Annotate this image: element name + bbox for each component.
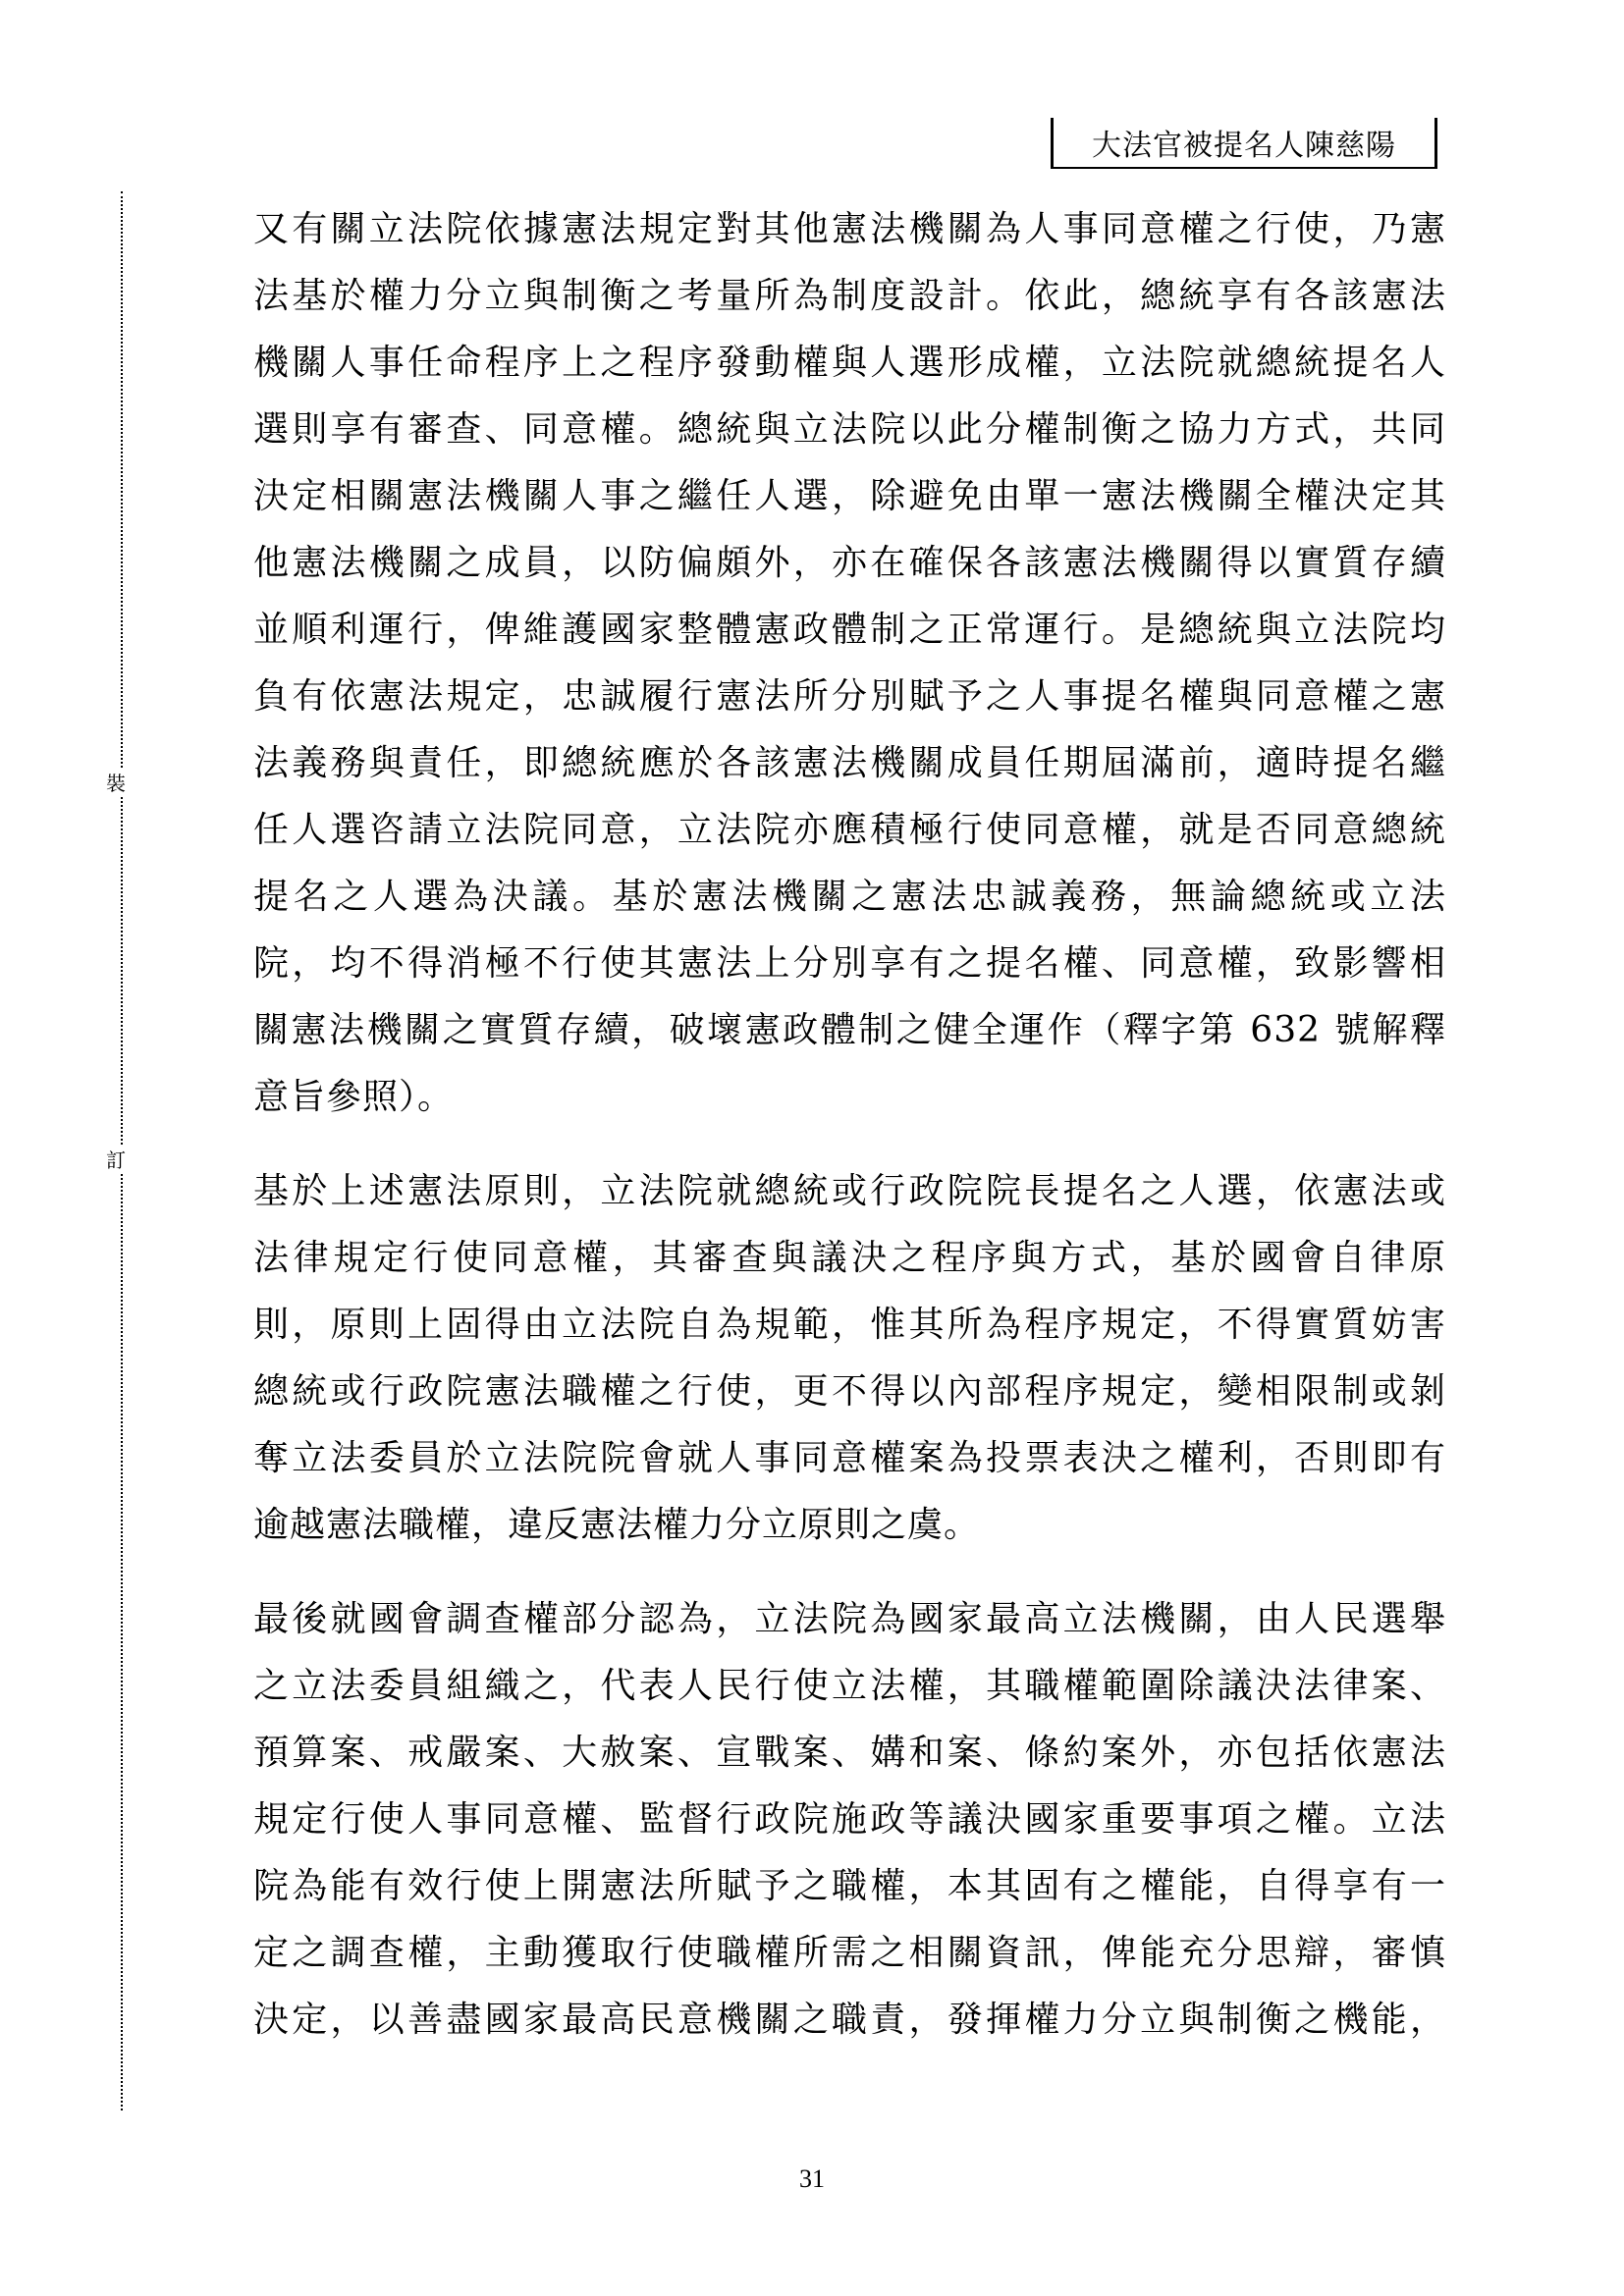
paragraph (253, 1158, 1446, 1559)
binding-mark-top: 裝 (106, 772, 126, 795)
text-line: 法基於權力分立與制衡之考量所為制度設計。依此，總統享有各該憲法 (253, 276, 1446, 316)
text-line: 意旨參照）。 (253, 1077, 455, 1117)
text-line: 院，均不得消極不行使其憲法上分別享有之提名權、同意權，致影響相 (253, 943, 1446, 984)
text-line: 法義務與責任，即總統應於各該憲法機關成員任期屆滿前，適時提名繼 (253, 743, 1446, 783)
running-header (1051, 118, 1437, 169)
running-header-title: 大法官被提名人陳慈陽 (1092, 129, 1396, 163)
text-line: 院為能有效行使上開憲法所賦予之職權，本其固有之權能，自得享有一 (253, 1866, 1446, 1906)
text-line: 他憲法機關之成員，以防偏頗外，亦在確保各該憲法機關得以實質存續 (253, 543, 1446, 583)
text-line: 負有依憲法規定，忠誠履行憲法所分別賦予之人事提名權與同意權之憲 (253, 676, 1446, 717)
page-number: 31 (799, 2164, 825, 2193)
text-line: 定之調查權，主動獲取行使職權所需之相關資訊，俾能充分思辯，審慎 (253, 1933, 1446, 1973)
text-line: 關憲法機關之實質存續，破壞憲政體制之健全運作（釋字第 632 號解釋 (253, 1010, 1446, 1050)
paragraph (253, 1586, 1446, 2054)
paragraph (253, 196, 1446, 1131)
text-line: 決定相關憲法機關人事之繼任人選，除避免由單一憲法機關全權決定其 (253, 476, 1446, 516)
text-line: 任人選咨請立法院同意，立法院亦應積極行使同意權，就是否同意總統 (253, 810, 1446, 850)
text-line: 選則享有審查、同意權。總統與立法院以此分權制衡之協力方式，共同 (253, 409, 1446, 450)
text-line: 決定，以善盡國家最高民意機關之職責，發揮權力分立與制衡之機能， (253, 2000, 1446, 2040)
text-line: 機關人事任命程序上之程序發動權與人選形成權，立法院就總統提名人 (253, 343, 1446, 383)
text-line: 則，原則上固得由立法院自為規範，惟其所為程序規定，不得實質妨害 (253, 1305, 1446, 1345)
binding-mark-bottom: 訂 (106, 1148, 126, 1172)
text-line: 基於上述憲法原則，立法院就總統或行政院院長提名之人選，依憲法或 (253, 1171, 1446, 1211)
text-line: 預算案、戒嚴案、大赦案、宣戰案、媾和案、條約案外，亦包括依憲法 (253, 1733, 1446, 1773)
text-line: 並順利運行，俾維護國家整體憲政體制之正常運行。是總統與立法院均 (253, 610, 1446, 650)
text-line: 之立法委員組織之，代表人民行使立法權，其職權範圍除議決法律案、 (253, 1666, 1446, 1706)
text-line: 提名之人選為決議。基於憲法機關之憲法忠誠義務，無論總統或立法 (253, 877, 1446, 917)
body-text (253, 196, 1446, 2081)
text-line: 奪立法委員於立法院院會就人事同意權案為投票表決之權利，否則即有 (253, 1438, 1446, 1478)
text-line: 逾越憲法職權，違反憲法權力分立原則之虞。 (253, 1505, 981, 1545)
text-line: 又有關立法院依據憲法規定對其他憲法機關為人事同意權之行使，乃憲 (253, 209, 1446, 249)
text-line: 最後就國會調查權部分認為，立法院為國家最高立法機關，由人民選舉 (253, 1599, 1446, 1639)
text-line: 總統或行政院憲法職權之行使，更不得以內部程序規定，變相限制或剝 (253, 1371, 1446, 1412)
text-line: 法律規定行使同意權，其審查與議決之程序與方式，基於國會自律原 (253, 1238, 1446, 1278)
text-line: 規定行使人事同意權、監督行政院施政等議決國家重要事項之權。立法 (253, 1799, 1446, 1840)
